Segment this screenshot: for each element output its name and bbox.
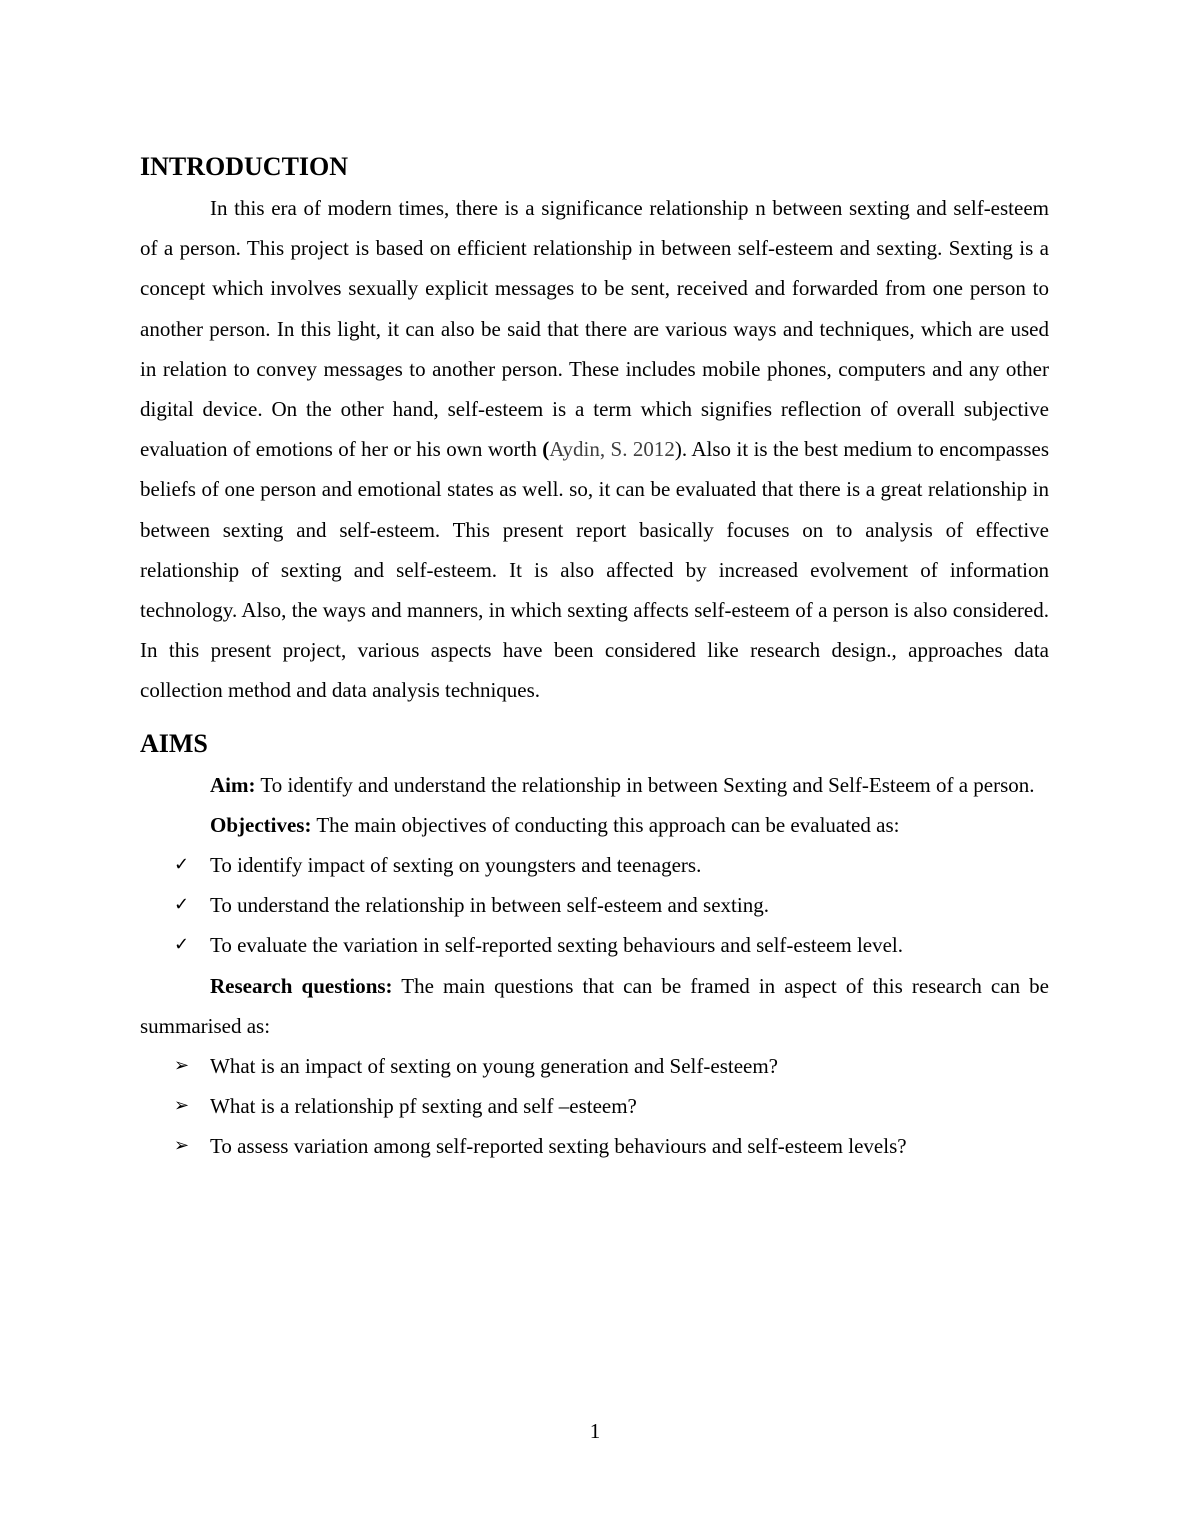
objective-text: To understand the relationship in between self-esteem and sexting. xyxy=(210,893,769,918)
list-item xyxy=(140,1046,1049,1086)
research-questions-label: Research questions: xyxy=(210,973,393,998)
checkmark-icon: ✓ xyxy=(174,934,190,956)
research-questions-text: The main questions that can be framed in aspect of this research can be summarised as: xyxy=(140,973,1049,1038)
introduction-text-part1: In this era of modern times, there is a significance relationship n between sexting and self-esteem of a person. This project is based on efficient relationship in between self-esteem and sexting. Sexting is a concept which involves sexually explicit messages to be sent, received and forwarded from one person to another person. In this light, it can also be said that there are various ways and techniques, which are used in relation to convey messages to another person. These includes mobile phones, computers and any other digital device. On the other hand, self-esteem is a term which signifies reflection of overall subjective evaluation of emotions of her or his own worth xyxy=(140,196,1049,462)
objectives-paragraph xyxy=(140,805,1049,845)
aim-paragraph xyxy=(140,765,1049,805)
list-item xyxy=(140,1086,1049,1126)
checkmark-icon: ✓ xyxy=(174,854,190,876)
citation: Aydin, S. 2012 xyxy=(549,437,675,462)
objectives-text: The main objectives of conducting this approach can be evaluated as: xyxy=(311,812,900,837)
introduction-heading: INTRODUCTION xyxy=(140,152,349,181)
arrow-bullet-icon: ➢ xyxy=(174,1135,190,1157)
objective-text: To evaluate the variation in self-reported sexting behaviours and self-esteem level. xyxy=(210,933,904,958)
list-item xyxy=(140,925,1049,965)
research-questions-list xyxy=(140,1046,1049,1167)
aim-text: To identify and understand the relationship in between Sexting and Self-Esteem of a person. xyxy=(255,772,1035,797)
list-item xyxy=(140,845,1049,885)
research-questions-paragraph xyxy=(140,966,1049,1046)
list-item xyxy=(140,1126,1049,1166)
question-text: To assess variation among self-reported sexting behaviours and self-esteem levels? xyxy=(210,1134,907,1159)
objectives-list xyxy=(140,845,1049,966)
citation-open-paren: ( xyxy=(542,437,550,462)
document-page xyxy=(140,146,1049,1167)
introduction-paragraph xyxy=(140,188,1049,711)
objective-text: To identify impact of sexting on youngsters and teenagers. xyxy=(210,853,702,878)
aims-heading: AIMS xyxy=(140,728,208,758)
arrow-bullet-icon: ➢ xyxy=(174,1095,190,1117)
introduction-text-part2: ). Also it is the best medium to encompasses beliefs of one person and emotional states as well. so, it can be evaluated that there is a great relationship in between sexting and self-esteem. This present report basically focuses on to analysis of effective relationship of sexting and self-esteem. It is also affected by increased evolvement of information technology. Also, the ways and manners, in which sexting affects self-esteem of a person is also considered. In this present project, various aspects have been considered like research design., approaches data collection method and data analysis techniques. xyxy=(140,437,1049,703)
page-number: 1 xyxy=(589,1419,601,1443)
aim-label: Aim: xyxy=(210,772,256,797)
list-item xyxy=(140,885,1049,925)
question-text: What is a relationship pf sexting and self –esteem? xyxy=(210,1094,637,1119)
checkmark-icon: ✓ xyxy=(174,894,190,916)
objectives-label: Objectives: xyxy=(210,812,312,837)
question-text: What is an impact of sexting on young generation and Self-esteem? xyxy=(210,1054,778,1079)
arrow-bullet-icon: ➢ xyxy=(174,1055,190,1077)
